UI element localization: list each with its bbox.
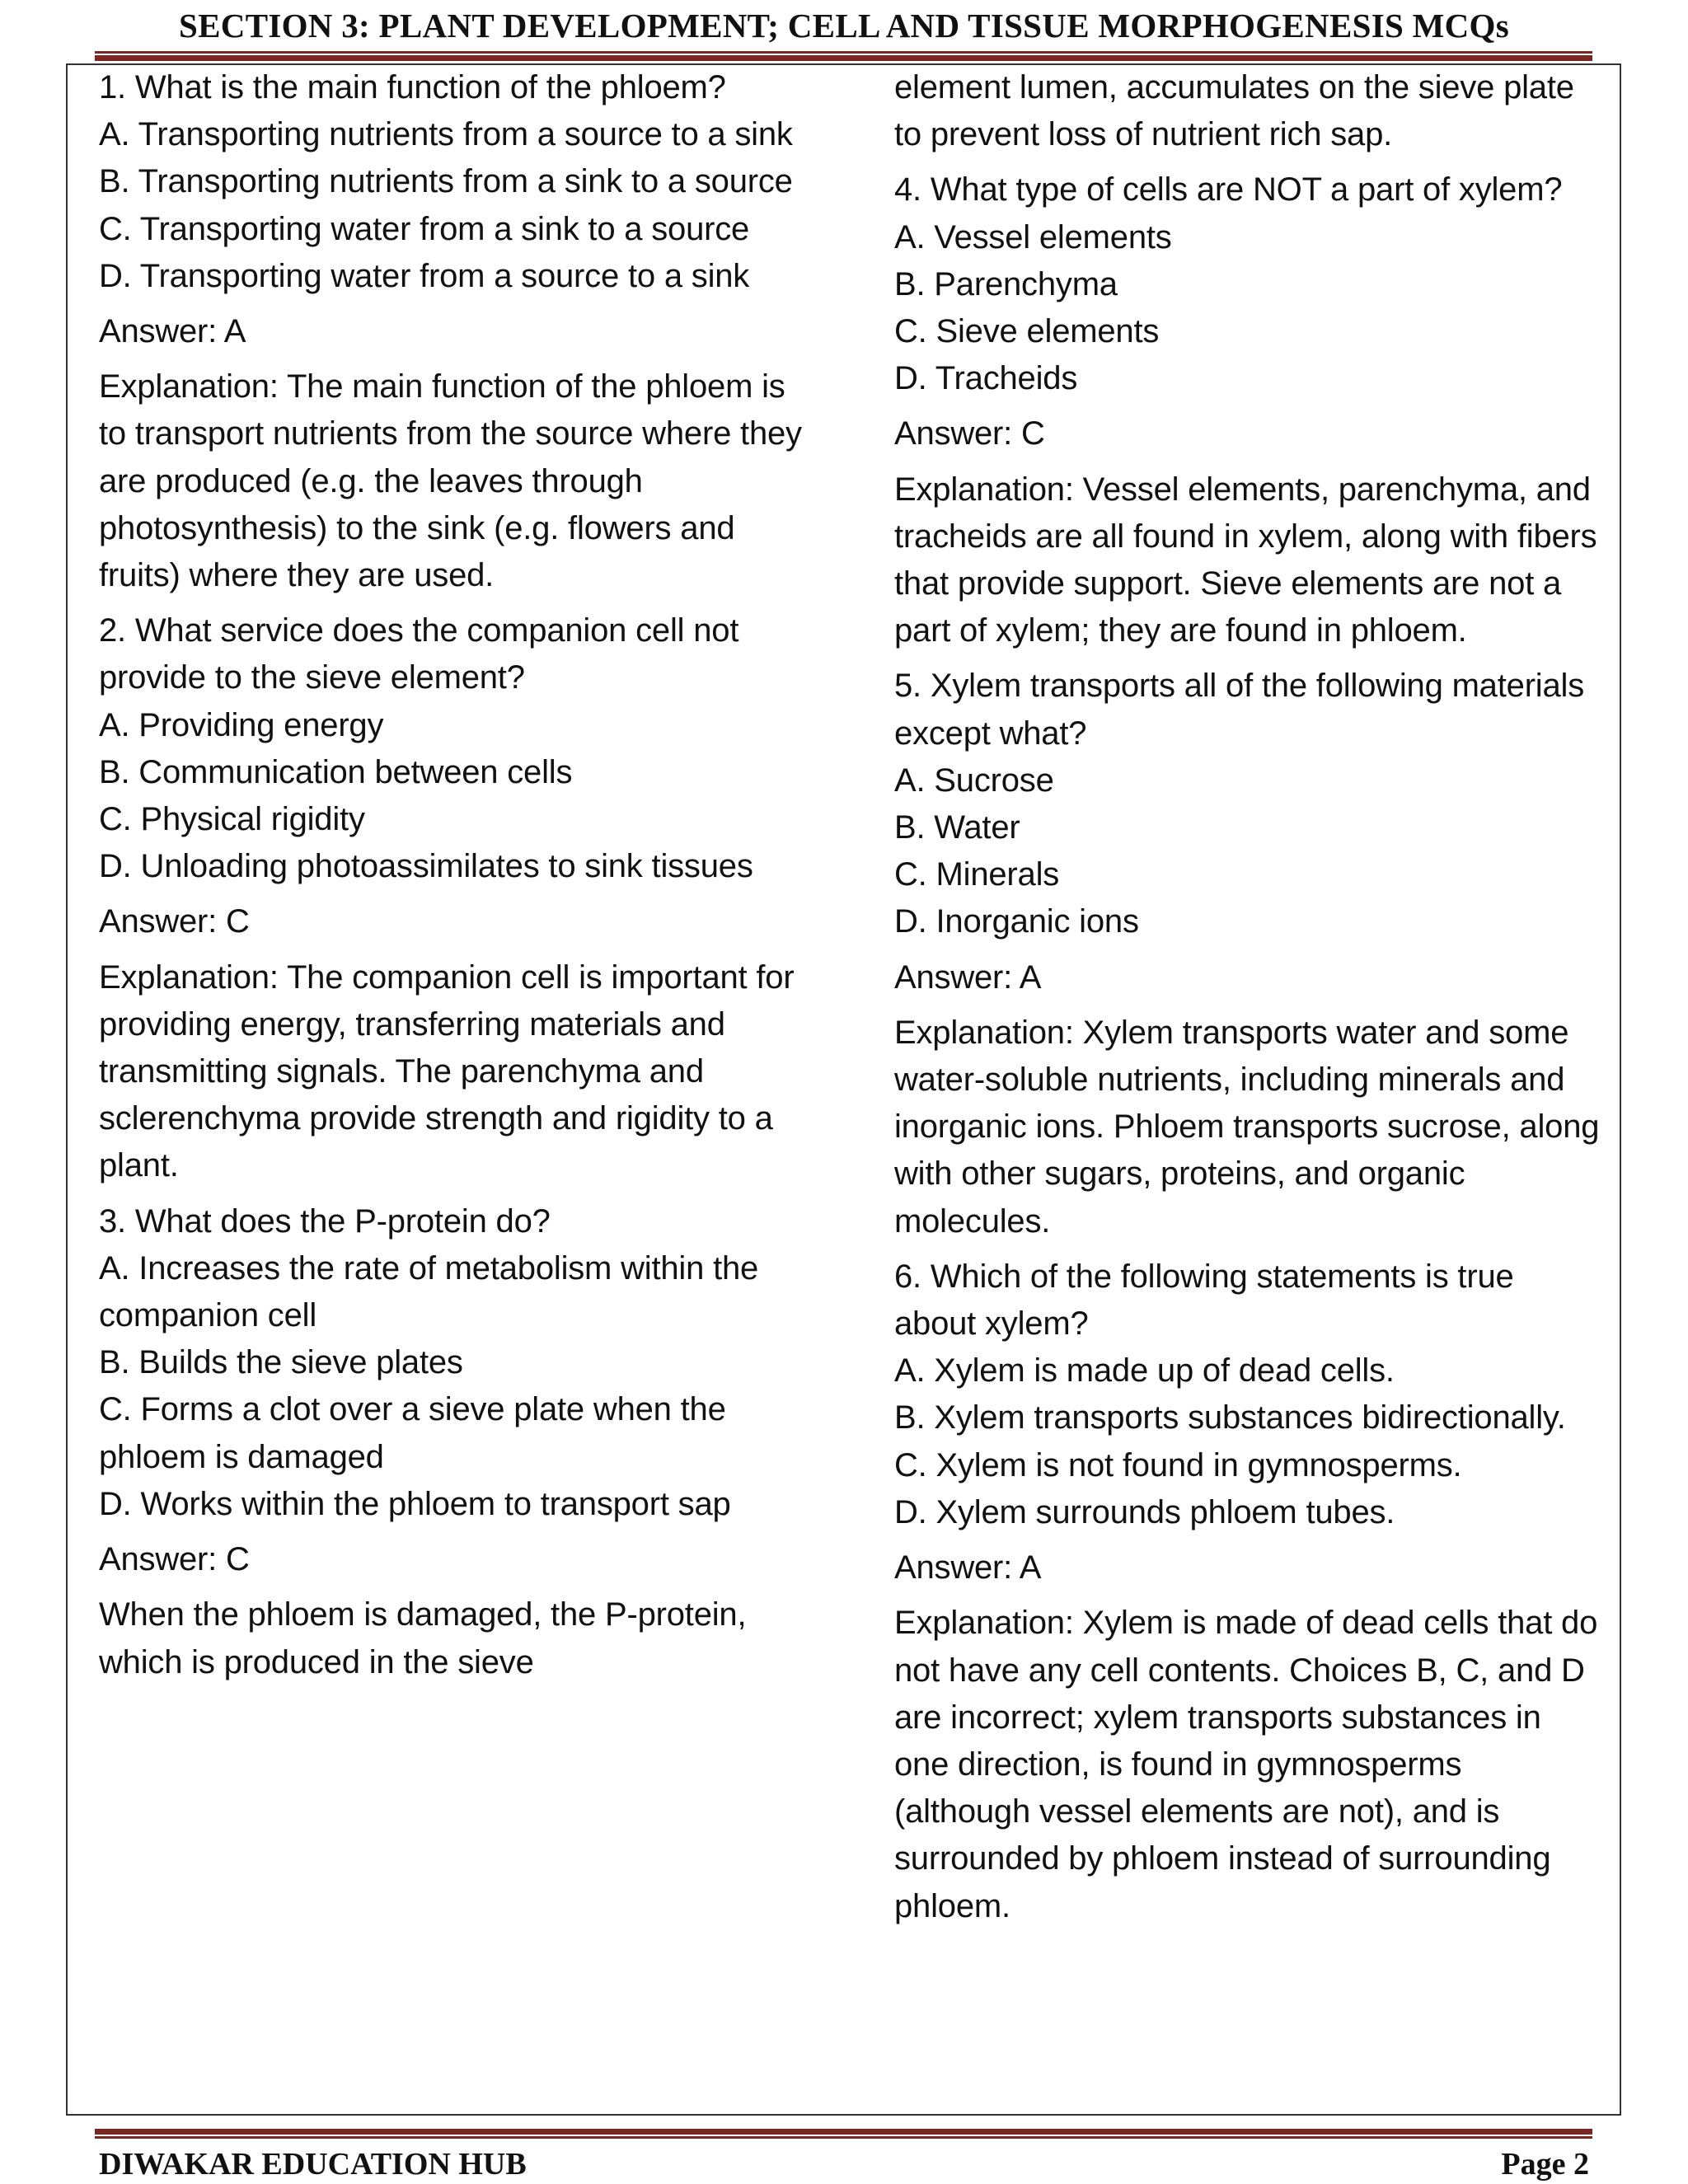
explanation-1: Explanation: The main function of the phloem is to transport nutrients from the source where they are produced (e.g. the leaves through photosynthesis) to the sink (e.g. flowers and fruits) where they are used. xyxy=(99,368,802,594)
question-6-block: 6. Which of the following statements is true about xylem? A. Xylem is made up of dead cells. B. Xylem transports substances bidirectionally. C. Xylem is not found in gymnosperms. D. Xylem surrounds phloem tubes. xyxy=(894,1258,1566,1530)
explanation-6: Explanation: Xylem is made of dead cells that do not have any cell contents. Choices B, C, and D are incorrect; xylem transports substances in one direction, is found in gymnosperms (although vessel elements are not), and is surrounded by phloem instead of surrounding phloem. xyxy=(894,1605,1598,1924)
answer-2: Answer: C xyxy=(99,903,250,940)
question-3-block: 3. What does the P-protein do? A. Increases the rate of metabolism within the companion cell B. Builds the sieve plates C. Forms a clot over a sieve plate when the phloem is damaged D. Works within the phloem to transport sap xyxy=(99,1202,759,1522)
header-divider-thick xyxy=(95,55,1592,61)
page-number: Page 2 xyxy=(1501,2147,1589,2182)
question-2-block: 2. What service does the companion cell not provide to the sieve element? A. Providing energy B. Communication between cells C. Physical rigidity D. Unloading photoassimilates to sink tissues xyxy=(99,612,753,885)
answer-1: Answer: A xyxy=(99,313,246,350)
explanation-5: Explanation: Xylem transports water and some water-soluble nutrients, including minerals and inorganic ions. Phloem transports sucrose, along with other sugars, proteins, and organic molecules. xyxy=(894,1014,1600,1240)
header-divider-thin xyxy=(95,51,1592,54)
question-5-block: 5. Xylem transports all of the following materials except what? A. Sucrose B. Water C. Minerals D. Inorganic ions xyxy=(894,668,1585,940)
explanation-2: Explanation: The companion cell is important for providing energy, transferring materials and transmitting signals. The parenchyma and sclerenchyma provide strength and rigidity to a plant. xyxy=(99,958,795,1184)
publisher-name: DIWAKAR EDUCATION HUB xyxy=(99,2147,527,2182)
explanation-4: Explanation: Vessel elements, parenchyma, and tracheids are all found in xylem, along with fibers that provide support. Sieve elements are not a part of xylem; they are found in phloem. xyxy=(894,471,1597,649)
answer-4: Answer: C xyxy=(894,415,1045,452)
answer-6: Answer: A xyxy=(894,1549,1042,1586)
question-4-block: 4. What type of cells are NOT a part of xylem? A. Vessel elements B. Parenchyma C. Sieve elements D. Tracheids xyxy=(894,171,1563,397)
left-column xyxy=(99,64,808,1694)
footer-divider-thick xyxy=(95,2129,1592,2135)
answer-5: Answer: A xyxy=(894,958,1042,996)
explanation-3-end: element lumen, accumulates on the sieve plate to prevent loss of nutrient rich sap. xyxy=(894,69,1574,153)
page-title: SECTION 3: PLANT DEVELOPMENT; CELL AND TISSUE MORPHOGENESIS MCQs xyxy=(179,7,1509,45)
explanation-3-start: When the phloem is damaged, the P-protein, which is produced in the sieve xyxy=(99,1596,747,1680)
answer-3: Answer: C xyxy=(99,1541,250,1578)
footer-divider-thin xyxy=(95,2136,1592,2139)
question-1-block: 1. What is the main function of the phloem? A. Transporting nutrients from a source to a sink B. Transporting nutrients from a sink to a source C. Transporting water from a sink to a source D. Transporting water from a source to a sink xyxy=(99,69,793,294)
right-column xyxy=(894,64,1603,1938)
